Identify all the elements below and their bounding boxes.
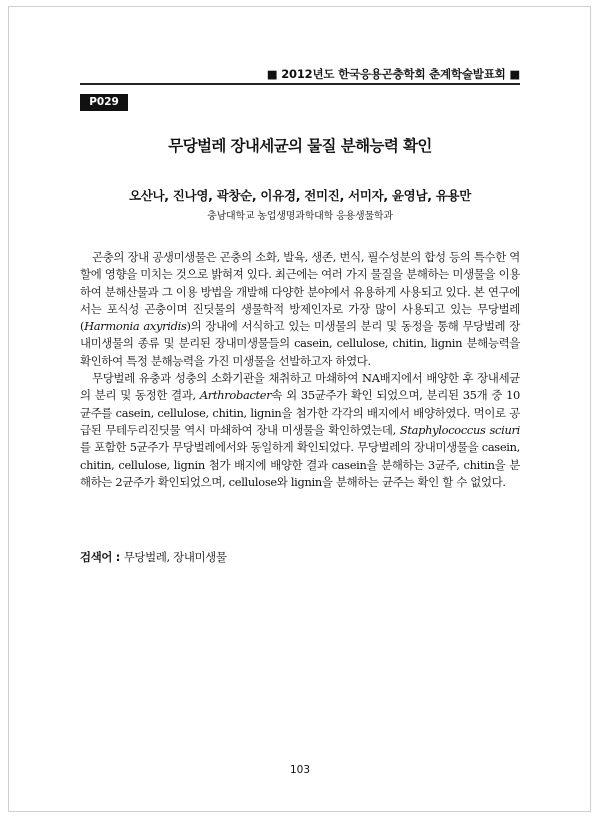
conference-header: ■ 2012년도 한국응용곤충학회 춘계학술발표회 ■	[266, 67, 520, 81]
abstract-paragraph-1	[80, 249, 520, 370]
paper-title: 무당벌레 장내세균의 물질 분해능력 확인	[168, 137, 432, 155]
page-number: 103	[289, 764, 311, 776]
species-name-harmonia: Harmonia axyridis	[84, 319, 187, 334]
genus-name-arthrobacter: Arthrobacter	[199, 388, 272, 403]
abstract-p2-text-c: 를 포함한 5균주가 무당벌레에서와 동일하게 확인되었다. 무당벌레의 장내미생물을 casein, chitin, cellulose, lignin 첨가 배지에 배양한 결과 casein을 분해하는 3균주, chitin을 분해하는 2균주가 확인되었으며, cellulose와 lignin을 분해하는 균주는 확인 할 수 없었다.	[80, 440, 520, 489]
author-list: 오산나, 진나영, 곽창순, 이유경, 전미진, 서미자, 윤영남, 유용만	[128, 188, 472, 203]
abstract-p2-text-a: 무당벌레 유충과 성충의 소화기관을 채취하고 마쇄하여 NA배지에서 배양한 후 장내세균의 분리 및 동정한 결과,	[80, 371, 520, 403]
keywords-value: 무당벌레, 장내미생물	[123, 550, 227, 564]
presentation-code-badge: P029	[80, 94, 128, 111]
abstract-p2-text-b: 속 외 35균주가 확인 되었으며, 분리된 35개 중 10균주를 casein, cellulose, chitin, lignin을 첨가한 각각의 배지에서 배양하였다. 먹이로 공급된 무테두리진딧물 역시 마쇄하여 장내 미생물을 확인하였는데,	[80, 388, 520, 437]
keywords-line	[80, 549, 520, 565]
abstract-p1-text-a: 곤충의 장내 공생미생물은 곤충의 소화, 발육, 생존, 번식, 필수성분의 합성 등의 특수한 역할에 영향을 미치는 것으로 밝혀져 있다. 최근에는 여러 가지 물질을 분해하는 미생물을 이용하여 분해산물과 그 이용 방법을 개발해 다양한 분야에서 유용하게 사용되고 있다. 본 연구에서는 포식성 곤충이며 진딧물의 생물학적 방제인자로 가장 많이 사용되고 있는 무당벌레(	[80, 250, 520, 334]
species-name-staphylococcus: Staphylococcus sciuri	[399, 422, 520, 437]
abstract	[80, 249, 520, 491]
keywords-label: 검색어 :	[80, 550, 124, 564]
header-rule	[80, 83, 520, 85]
abstract-paragraph-2	[80, 370, 520, 491]
abstract-p1-text-b: )의 장내에 서식하고 있는 미생물의 분리 및 동정을 통해 무당벌레 장내미생물의 종류 및 분리된 장내미생물들의 casein, cellulose, chitin, lignin 분해능력을 확인하여 특정 분해능력을 가진 미생물을 선발하고자 하였다.	[80, 319, 520, 368]
affiliation: 충남대학교 농업생명과학대학 응용생물학과	[207, 211, 393, 222]
